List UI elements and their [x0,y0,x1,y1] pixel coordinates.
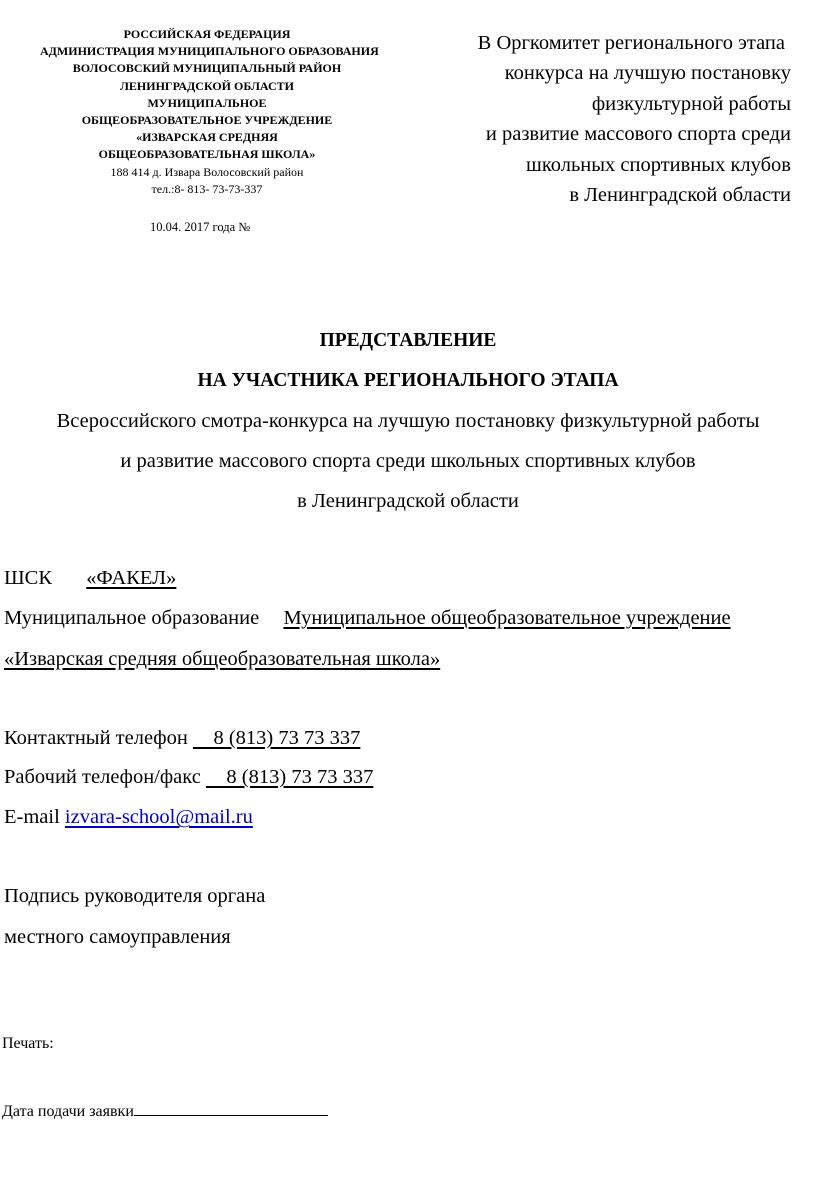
work-phone-row [4,766,373,789]
submission-date-row [2,1101,328,1121]
signature-line-1: Подпись руководителя органа [4,885,266,907]
club-label: ШСК [4,567,53,589]
stamp-label: Печать: [2,1035,54,1052]
signature-line-2: местного самоуправления [4,926,231,948]
email-link[interactable]: izvara-school@mail.ru [64,806,253,828]
addressee-line-3: физкультурной работы [591,92,791,115]
addressee-block [478,28,791,210]
addressee-line-5: школьных спортивных клубов [526,153,791,176]
club-value: «ФАКЕЛ» [86,567,177,589]
sender-line-3: ВОЛОСОВСКИЙ МУНИЦИПАЛЬНЫЙ РАЙОН [72,61,342,76]
email-label: E-mail [4,806,60,828]
municipality-row [4,607,731,630]
work-phone-value: 8 (813) 73 73 337 [226,766,374,788]
document-date: 10.04. 2017 года № [150,220,251,234]
work-phone-label: Рабочий телефон/факс [4,766,201,788]
club-row [4,567,176,590]
contact-phone-row [4,727,360,750]
submission-date-blank [134,1101,328,1116]
municipality-label: Муниципальное образование [4,607,260,629]
sender-block [40,26,379,198]
submission-date-label: Дата подачи заявки [2,1103,134,1120]
sender-line-7: «ИЗВАРСКАЯ СРЕДНЯЯ [136,130,278,145]
sender-phone: тел.:8- 813- 73-73-337 [151,181,263,196]
document-subtitle-3: в Ленинградской области [297,490,519,512]
sender-line-5: МУНИЦИПАЛЬНОЕ [147,95,267,110]
sender-address: 188 414 д. Извара Волосовский район [110,164,304,179]
sender-line-1: РОССИЙСКАЯ ФЕДЕРАЦИЯ [123,27,291,41]
contact-phone-label: Контактный телефон [4,727,188,749]
sender-line-2: АДМИНИСТРАЦИЯ МУНИЦИПАЛЬНОГО ОБРАЗОВАНИЯ [40,44,379,59]
addressee-line-2: конкурса на лучшую постановку [504,62,791,85]
email-row [4,806,253,829]
sender-line-6: ОБЩЕОБРАЗОВАТЕЛЬНОЕ УЧРЕЖДЕНИЕ [81,113,333,128]
document-subtitle-1: Всероссийского смотра-конкурса на лучшую постановку физкультурной работы [56,410,760,432]
municipality-row-2 [4,648,440,671]
municipality-value-2: «Изварская средняя общеобразовательная школа» [4,648,441,670]
document-subtitle-2: и развитие массового спорта среди школьных спортивных клубов [120,450,696,472]
addressee-line-4: и развитие массового спорта среди [485,123,791,146]
sender-line-8: ОБЩЕОБРАЗОВАТЕЛЬНАЯ ШКОЛА» [98,147,316,162]
addressee-line-1: В Оргкомитет регионального этапа [477,32,785,54]
municipality-value-1: Муниципальное общеобразовательное учреждение [283,607,731,629]
sender-line-4: ЛЕНИНГРАДСКОЙ ОБЛАСТИ [119,78,295,93]
document-title: ПРЕДСТАВЛЕНИЕ [319,330,497,351]
addressee-line-6: в Ленинградской области [569,184,791,207]
document-title-2: НА УЧАСТНИКА РЕГИОНАЛЬНОГО ЭТАПА [197,370,619,391]
contact-phone-value: 8 (813) 73 73 337 [213,727,361,749]
